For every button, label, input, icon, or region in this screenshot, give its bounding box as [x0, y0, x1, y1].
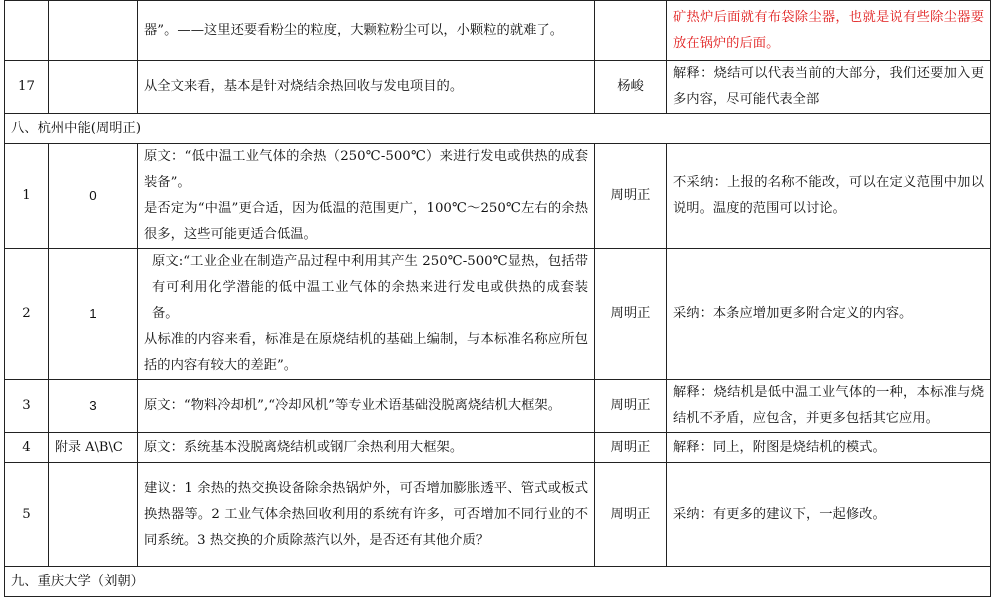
comment-paragraph: 原文:“工业企业在制造产品过程中利用其产生 250℃-500℃显热，包括带有可利用化学潜能的低中温工业气体的余热来进行发电或供热的成套装备。 — [152, 254, 588, 321]
response-text: 解释：烧结可以代表当前的大部分，我们还要加入更多内容，尽可能代表全部 — [667, 61, 991, 114]
clause-ref — [49, 61, 138, 114]
row-number: 3 — [5, 380, 49, 433]
table-row — [5, 61, 991, 114]
commenter-name: 周明正 — [595, 433, 667, 463]
section-title: 九、重庆大学（刘朝） — [5, 567, 991, 597]
comment-text — [138, 144, 595, 249]
response-text: 矿热炉后面就有布袋除尘器，也就是说有些除尘器要放在锅炉的后面。 — [667, 1, 991, 61]
comment-text — [138, 249, 595, 380]
commenter-name: 周明正 — [595, 144, 667, 249]
section-title: 八、杭州中能(周明正) — [5, 114, 991, 144]
comment-text: 原文：“物料冷却机”,“冷却风机”等专业术语基础没脱离烧结机大框架。 — [138, 380, 595, 433]
comment-text: 原文：系统基本没脱离烧结机或钢厂余热利用大框架。 — [138, 433, 595, 463]
table-row — [5, 1, 991, 61]
comment-text: 建议：1 余热的热交换设备除余热锅炉外，可否增加膨胀透平、管式或板式换热器等。2 工业气体余热回收利用的系统有许多，可否增加不同行业的不同系统。3 热交换的介质除蒸汽以外，是否还有其他介质？ — [138, 463, 595, 567]
section-header-row — [5, 114, 991, 144]
comment-table — [4, 0, 991, 597]
clause-ref: 3 — [49, 380, 138, 433]
clause-ref — [49, 463, 138, 567]
commenter-name — [595, 1, 667, 61]
clause-ref: 0 — [49, 144, 138, 249]
comment-paragraph: 原文：“低中温工业气体的余热（250℃-500℃）来进行发电或供热的成套装备”。 — [144, 149, 588, 190]
clause-ref: 附录 A\B\C — [49, 433, 138, 463]
commenter-name: 杨峻 — [595, 61, 667, 114]
table-row — [5, 433, 991, 463]
table-row — [5, 249, 991, 380]
table-row — [5, 380, 991, 433]
clause-ref: 1 — [49, 249, 138, 380]
comment-paragraph: 是否定为“中温”更合适，因为低温的范围更广，100℃～250℃左右的余热很多，这些可能更适合低温。 — [144, 201, 588, 242]
row-number: 5 — [5, 463, 49, 567]
response-text: 解释：烧结机是低中温工业气体的一种，本标准与烧结机不矛盾，应包含，并更多包括其它应用。 — [667, 380, 991, 433]
row-number: 4 — [5, 433, 49, 463]
commenter-name: 周明正 — [595, 463, 667, 567]
response-text: 采纳：本条应增加更多附合定义的内容。 — [667, 249, 991, 380]
row-number: 17 — [5, 61, 49, 114]
commenter-name: 周明正 — [595, 249, 667, 380]
clause-ref — [49, 1, 138, 61]
row-number: 1 — [5, 144, 49, 249]
table-row — [5, 144, 991, 249]
table-row — [5, 463, 991, 567]
row-number — [5, 1, 49, 61]
commenter-name: 周明正 — [595, 380, 667, 433]
response-text: 采纳：有更多的建议下，一起修改。 — [667, 463, 991, 567]
section-header-row — [5, 567, 991, 597]
comment-text: 器”。——这里还要看粉尘的粒度，大颗粒粉尘可以，小颗粒的就难了。 — [138, 1, 595, 61]
response-text: 解释：同上，附图是烧结机的模式。 — [667, 433, 991, 463]
comment-text: 从全文来看，基本是针对烧结余热回收与发电项目的。 — [138, 61, 595, 114]
comment-paragraph: 从标准的内容来看，标准是在原烧结机的基础上编制，与本标准名称应所包括的内容有较大的差距”。 — [144, 332, 588, 373]
row-number: 2 — [5, 249, 49, 380]
response-text: 不采纳：上报的名称不能改，可以在定义范围中加以说明。温度的范围可以讨论。 — [667, 144, 991, 249]
